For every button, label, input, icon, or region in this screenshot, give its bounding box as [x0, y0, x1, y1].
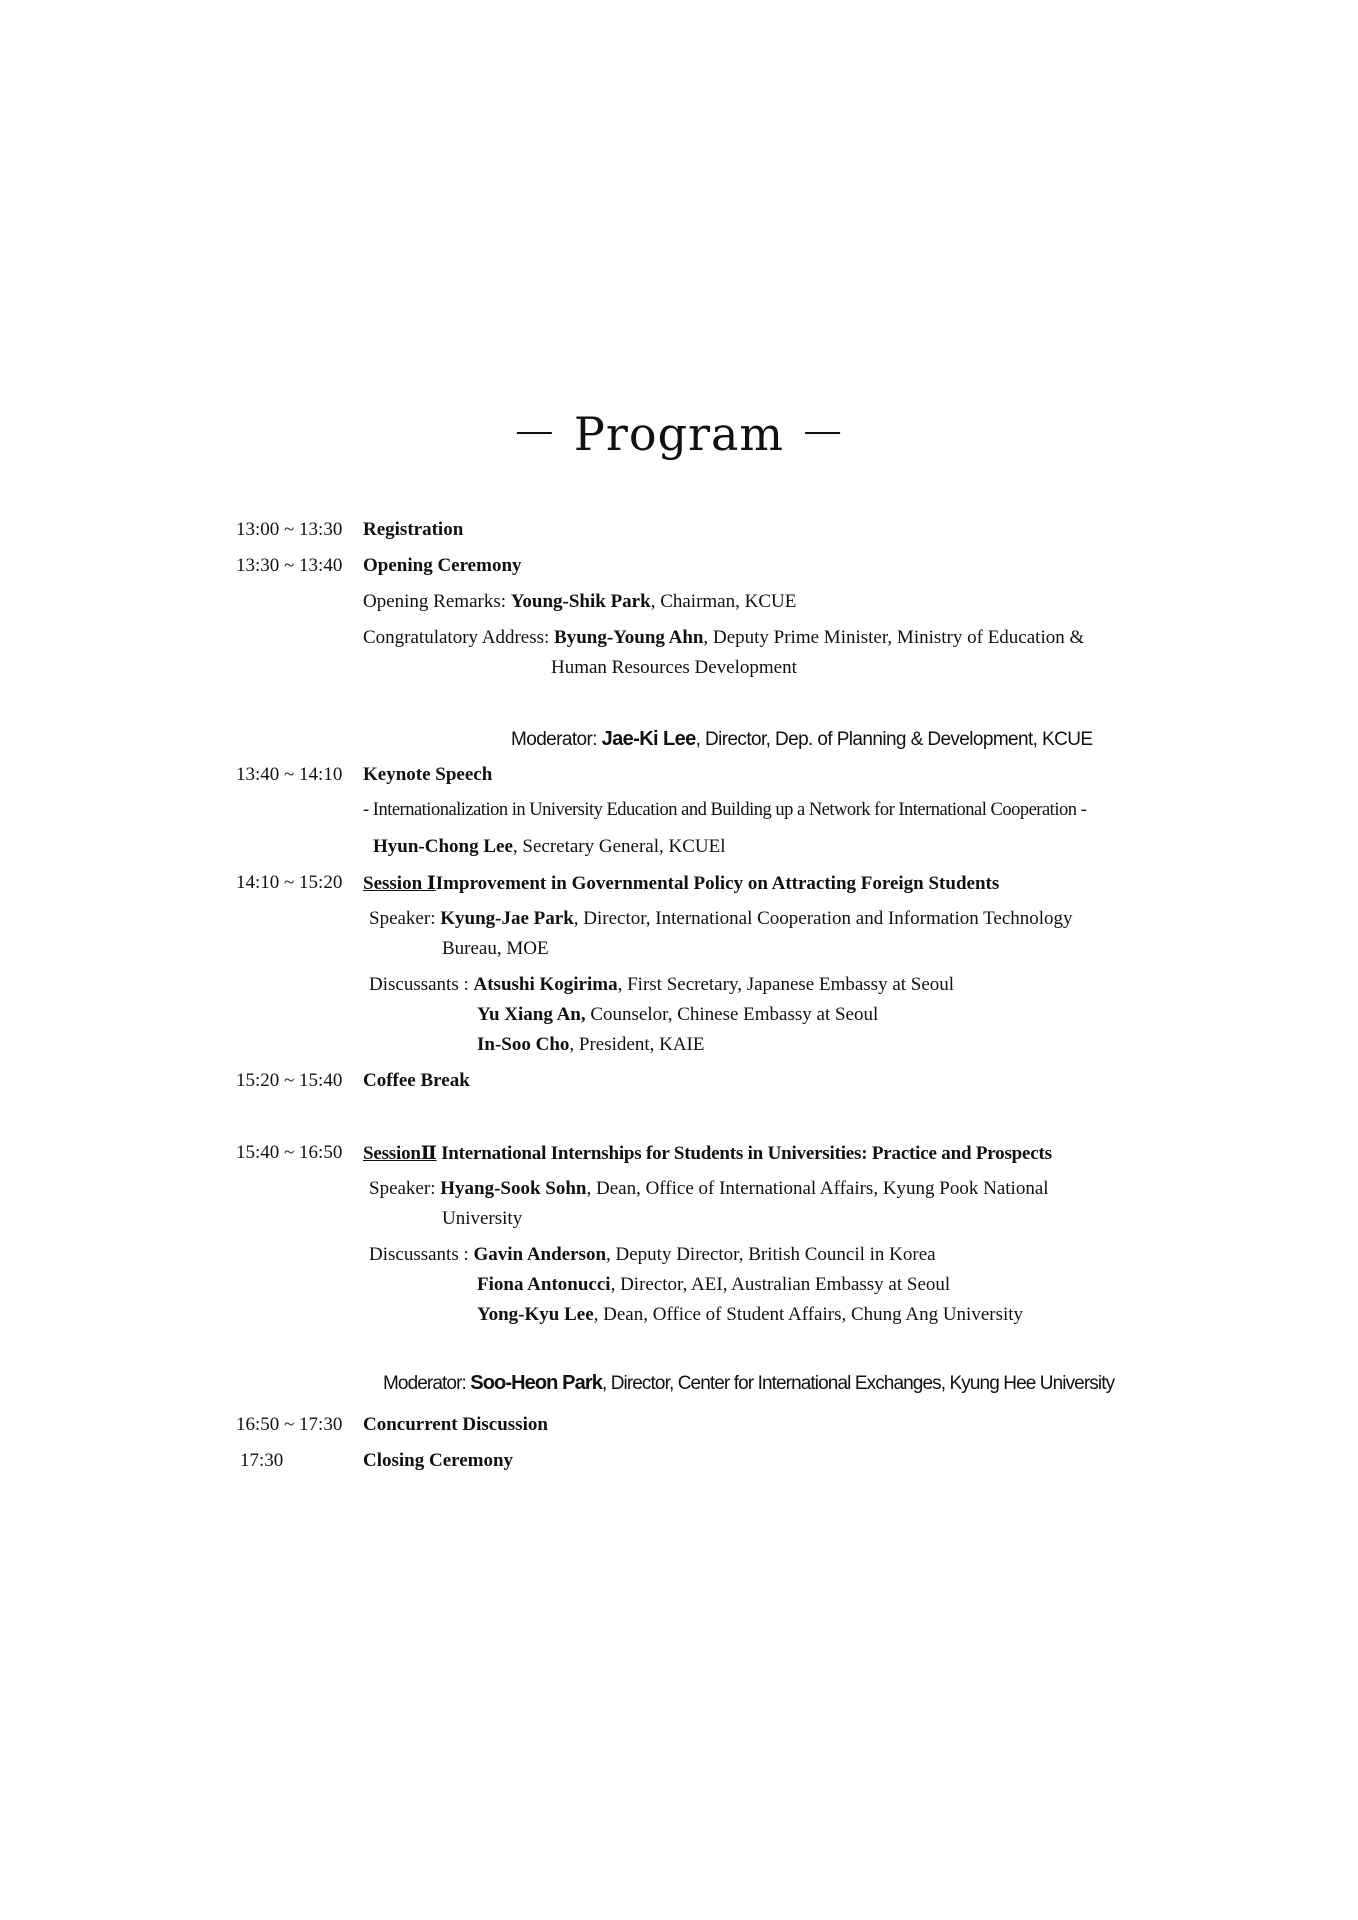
session-2-discussants-role: Discussants :: [369, 1244, 474, 1265]
time-closing: 17:30: [240, 1450, 284, 1471]
time-coffee-break: 15:20 ~ 15:40: [236, 1070, 343, 1091]
time-opening: 13:30 ~ 13:40: [236, 555, 343, 576]
time-keynote: 13:40 ~ 14:10: [236, 764, 343, 785]
session-1-d1-affil: , First Secretary, Japanese Embassy at Seoul: [617, 974, 955, 995]
session-2-label: SessionⅡ: [363, 1143, 437, 1164]
session-2-speaker-affil: , Dean, Office of International Affairs, Kyung Pook National: [586, 1178, 1049, 1199]
session-2-d3-affil: , Dean, Office of Student Affairs, Chung Ang University: [593, 1304, 1024, 1325]
session-1-discussants-role: Discussants :: [369, 974, 474, 995]
moderator-1-role: Moderator:: [511, 729, 602, 750]
moderator-2-role: Moderator:: [383, 1373, 471, 1394]
item-session-1: [363, 872, 999, 895]
item-opening-ceremony: Opening Ceremony: [363, 555, 522, 576]
session-2-discussant-1: [369, 1244, 936, 1266]
moderator-2-name: Soo-Heon Park: [470, 1372, 602, 1394]
item-keynote: Keynote Speech: [363, 764, 493, 785]
session-1-speaker: [369, 908, 1073, 930]
session-2-speaker-role: Speaker:: [369, 1178, 441, 1199]
congrats-affil-cont: Human Resources Development: [551, 657, 797, 678]
session-2-discussant-2: [477, 1274, 950, 1296]
keynote-speaker-affil: , Secretary General, KCUEl: [512, 836, 726, 857]
session-2-d1-name: Gavin Anderson: [473, 1244, 607, 1265]
time-registration: 13:00 ~ 13:30: [236, 519, 343, 540]
session-2-speaker: [369, 1178, 1049, 1200]
item-closing-ceremony: Closing Ceremony: [363, 1450, 514, 1471]
opening-remarks-name: Young-Shik Park: [510, 591, 651, 612]
keynote-speaker: [373, 836, 726, 858]
congrats-affil: , Deputy Prime Minister, Ministry of Education &: [703, 627, 1085, 648]
congrats-name: Byung-Young Ahn: [554, 627, 704, 648]
session-2-discussant-3: [477, 1304, 1023, 1326]
session-1-d3-name: In-Soo Cho: [477, 1034, 570, 1055]
session-1-speaker-affil-cont: Bureau, MOE: [442, 938, 549, 959]
session-1-discussant-1: [369, 974, 954, 996]
moderator-1-affil: , Director, Dep. of Planning & Development, KCUE: [695, 729, 1093, 750]
moderator-2: [383, 1372, 1114, 1395]
session-2-d1-affil: , Deputy Director, British Council in Korea: [606, 1244, 936, 1265]
session-1-discussant-3: [477, 1034, 705, 1056]
session-2-speaker-name: Hyang-Sook Sohn: [440, 1178, 587, 1199]
keynote-subtitle: - Internationalization in University Education and Building up a Network for International Cooperation -: [363, 800, 1087, 820]
congratulatory-address: [363, 627, 1084, 649]
session-1-label: Session Ⅰ: [363, 873, 436, 894]
time-concurrent: 16:50 ~ 17:30: [236, 1414, 343, 1435]
opening-remarks-affil: , Chairman, KCUE: [650, 591, 797, 612]
opening-remarks: [363, 591, 796, 613]
item-session-2: [363, 1142, 1052, 1165]
congrats-role: Congratulatory Address:: [363, 627, 555, 648]
page-title: － Program －: [511, 407, 847, 461]
keynote-speaker-name: Hyun-Chong Lee: [373, 836, 513, 857]
session-2-d3-name: Yong-Kyu Lee: [477, 1304, 594, 1325]
session-1-d1-name: Atsushi Kogirima: [473, 974, 618, 995]
moderator-2-affil: , Director, Center for International Exchanges, Kyung Hee University: [601, 1373, 1115, 1394]
item-concurrent-discussion: Concurrent Discussion: [363, 1414, 548, 1435]
session-1-d2-affil: Counselor, Chinese Embassy at Seoul: [585, 1004, 879, 1025]
time-session-2: 15:40 ~ 16:50: [236, 1142, 343, 1163]
moderator-1: [511, 728, 1092, 751]
session-1-discussant-2: [477, 1004, 878, 1026]
item-registration: Registration: [363, 519, 464, 540]
session-1-title: Improvement in Governmental Policy on Attracting Foreign Students: [435, 873, 1000, 894]
session-1-speaker-name: Kyung-Jae Park: [440, 908, 574, 929]
moderator-1-name: Jae-Ki Lee: [601, 728, 696, 750]
session-2-title: International Internships for Students in Universities: Practice and Prospects: [441, 1143, 1052, 1164]
session-2-speaker-affil-cont: University: [442, 1208, 523, 1229]
item-coffee-break: Coffee Break: [363, 1070, 470, 1091]
session-1-d3-affil: , President, KAIE: [569, 1034, 705, 1055]
session-1-d2-name: Yu Xiang An,: [477, 1004, 586, 1025]
session-2-d2-name: Fiona Antonucci: [477, 1274, 611, 1295]
session-1-speaker-role: Speaker:: [369, 908, 441, 929]
time-session-1: 14:10 ~ 15:20: [236, 872, 343, 893]
opening-remarks-role: Opening Remarks:: [363, 591, 511, 612]
session-1-speaker-affil: , Director, International Cooperation and Information Technology: [573, 908, 1073, 929]
session-2-d2-affil: , Director, AEI, Australian Embassy at Seoul: [610, 1274, 951, 1295]
